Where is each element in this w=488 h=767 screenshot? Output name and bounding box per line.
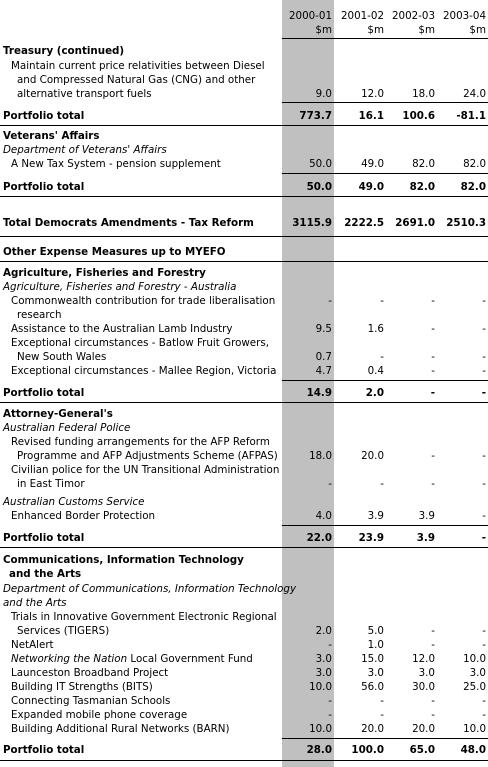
- total-label: Portfolio total: [3, 181, 85, 193]
- value-cell: 18.0: [412, 88, 435, 100]
- value-cell: -: [431, 709, 435, 721]
- value-cell: -: [431, 351, 435, 363]
- year-header: 2000-01: [288, 10, 332, 22]
- section-heading: [0, 245, 488, 259]
- value-cell: 9.0: [315, 88, 332, 100]
- unit-header: $m: [418, 24, 435, 36]
- value-cell: 56.0: [361, 681, 384, 693]
- value-cell: 49.0: [361, 158, 384, 170]
- section-divider: [0, 261, 488, 262]
- total-cell: 3115.9: [292, 217, 332, 229]
- value-cell: 12.0: [412, 653, 435, 665]
- total-cell: 14.9: [306, 387, 332, 399]
- total-cell: 22.0: [306, 532, 332, 544]
- section-divider: [0, 760, 488, 761]
- value-cell: 15.0: [361, 653, 384, 665]
- total-label: Portfolio total: [3, 387, 85, 399]
- line-item: [0, 680, 488, 694]
- total-cell: 2510.3: [446, 217, 486, 229]
- line-item: [0, 322, 488, 336]
- section-heading: [0, 407, 488, 421]
- value-cell: -: [431, 639, 435, 651]
- value-cell: -: [328, 709, 332, 721]
- section-heading: [0, 266, 488, 280]
- item-label: research: [17, 309, 62, 321]
- total-cell: -: [481, 387, 486, 399]
- total-cell: 82.0: [409, 181, 435, 193]
- portfolio-total-row: [0, 180, 488, 194]
- value-cell: -: [482, 625, 486, 637]
- value-cell: -: [482, 695, 486, 707]
- value-cell: 18.0: [309, 450, 332, 462]
- item-label: Commonwealth contribution for trade liberalisation: [11, 295, 276, 307]
- section-heading: [0, 567, 488, 581]
- total-cell: 100.0: [351, 744, 384, 756]
- item-label: alternative transport fuels: [17, 88, 152, 100]
- total-cell: 2222.5: [344, 217, 384, 229]
- total-cell: 16.1: [358, 110, 384, 122]
- value-cell: 10.0: [463, 723, 486, 735]
- total-cell: 49.0: [358, 181, 384, 193]
- item-label: Building IT Strengths (BITS): [11, 681, 153, 693]
- item-label: Launceston Broadband Project: [11, 667, 169, 679]
- item-label: Connecting Tasmanian Schools: [11, 695, 171, 707]
- line-item: [0, 610, 488, 624]
- item-label: Expanded mobile phone coverage: [11, 709, 188, 721]
- value-cell: -: [482, 351, 486, 363]
- item-label: in East Timor: [17, 478, 85, 490]
- total-label: Portfolio total: [3, 532, 85, 544]
- total-cell: 2.0: [365, 387, 384, 399]
- year-header: 2002-03: [391, 10, 435, 22]
- section-divider: [0, 196, 488, 197]
- value-cell: 3.0: [367, 667, 384, 679]
- line-item: [0, 308, 488, 322]
- value-cell: 10.0: [309, 681, 332, 693]
- value-cell: -: [482, 295, 486, 307]
- line-item: [0, 624, 488, 638]
- section-title: and the Arts: [9, 568, 82, 580]
- value-cell: 20.0: [361, 723, 384, 735]
- value-cell: 20.0: [361, 450, 384, 462]
- department-heading: [0, 582, 488, 596]
- item-label: [11, 652, 253, 666]
- year-header: 2003-04: [442, 10, 486, 22]
- section-divider: [0, 547, 488, 548]
- line-item: [0, 336, 488, 350]
- item-label: Civilian police for the UN Transitional Administration: [11, 464, 280, 476]
- total-label: Portfolio total: [3, 110, 85, 122]
- subtotal-rule: [282, 173, 488, 174]
- value-cell: 3.9: [418, 510, 435, 522]
- portfolio-total-row: [0, 743, 488, 757]
- line-item: [0, 73, 488, 87]
- value-cell: -: [328, 695, 332, 707]
- department-title: Agriculture, Fisheries and Forestry - Australia: [3, 281, 237, 293]
- department-title: Australian Customs Service: [3, 496, 145, 508]
- line-item: [0, 350, 488, 364]
- value-cell: 24.0: [463, 88, 486, 100]
- value-cell: -: [328, 639, 332, 651]
- item-label: Revised funding arrangements for the AFP Reform: [11, 436, 270, 448]
- value-cell: -: [431, 450, 435, 462]
- portfolio-total-row: [0, 386, 488, 400]
- total-cell: 2691.0: [395, 217, 435, 229]
- unit-header: $m: [315, 24, 332, 36]
- line-item: [0, 722, 488, 736]
- value-cell: 3.0: [315, 667, 332, 679]
- header-unit-row: [0, 23, 488, 37]
- line-item: [0, 509, 488, 523]
- value-cell: 3.9: [367, 510, 384, 522]
- subtotal-rule: [282, 525, 488, 526]
- value-cell: 25.0: [463, 681, 486, 693]
- value-cell: 0.4: [367, 365, 384, 377]
- value-cell: -: [482, 709, 486, 721]
- department-title: Department of Communications, Information Technology: [3, 583, 297, 595]
- portfolio-total-row: [0, 109, 488, 123]
- header-years-row: [0, 9, 488, 23]
- total-cell: 48.0: [460, 744, 486, 756]
- item-label-rest: Local Government Fund: [127, 653, 253, 665]
- value-cell: -: [380, 695, 384, 707]
- value-cell: -: [328, 295, 332, 307]
- total-cell: 100.6: [402, 110, 435, 122]
- item-label: Enhanced Border Protection: [11, 510, 156, 522]
- value-cell: -: [380, 709, 384, 721]
- value-cell: 20.0: [412, 723, 435, 735]
- section-title: Attorney-General's: [3, 408, 113, 420]
- line-item: [0, 463, 488, 477]
- item-label-italic: Networking the Nation: [11, 653, 128, 665]
- value-cell: -: [482, 510, 486, 522]
- item-label: A New Tax System - pension supplement: [11, 158, 221, 170]
- section-title: Other Expense Measures up to MYEFO: [3, 246, 226, 258]
- grand-total-row: [0, 216, 488, 230]
- unit-header: $m: [367, 24, 384, 36]
- line-item: [0, 666, 488, 680]
- unit-header: $m: [469, 24, 486, 36]
- value-cell: 10.0: [463, 653, 486, 665]
- value-cell: -: [380, 295, 384, 307]
- header-rule: [282, 38, 488, 39]
- department-heading: [0, 421, 488, 435]
- total-cell: 3.9: [416, 532, 435, 544]
- value-cell: -: [482, 323, 486, 335]
- value-cell: -: [380, 478, 384, 490]
- item-label: Building Additional Rural Networks (BARN): [11, 723, 230, 735]
- department-title: Department of Veterans' Affairs: [3, 144, 167, 156]
- value-cell: 4.7: [315, 365, 332, 377]
- value-cell: 10.0: [309, 723, 332, 735]
- total-cell: 82.0: [460, 181, 486, 193]
- value-cell: 1.0: [367, 639, 384, 651]
- line-item: [0, 638, 488, 652]
- value-cell: 0.7: [315, 351, 332, 363]
- department-title: and the Arts: [3, 597, 67, 609]
- section-heading: [0, 553, 488, 567]
- line-item: [0, 364, 488, 378]
- value-cell: 82.0: [463, 158, 486, 170]
- line-item: [0, 87, 488, 101]
- value-cell: -: [431, 295, 435, 307]
- line-item: [0, 157, 488, 171]
- total-cell: 773.7: [299, 110, 332, 122]
- department-heading: [0, 143, 488, 157]
- total-cell: -: [481, 532, 486, 544]
- value-cell: 50.0: [309, 158, 332, 170]
- line-item: [0, 449, 488, 463]
- value-cell: -: [431, 625, 435, 637]
- value-cell: 5.0: [367, 625, 384, 637]
- department-heading: [0, 280, 488, 294]
- value-cell: -: [431, 478, 435, 490]
- year-header: 2001-02: [340, 10, 384, 22]
- subtotal-rule: [282, 102, 488, 103]
- total-cell: 65.0: [409, 744, 435, 756]
- value-cell: 9.5: [315, 323, 332, 335]
- line-item: [0, 294, 488, 308]
- item-label: Exceptional circumstances - Batlow Fruit Growers,: [11, 337, 270, 349]
- section-divider: [0, 125, 488, 126]
- item-label: Assistance to the Australian Lamb Industry: [11, 323, 233, 335]
- value-cell: 12.0: [361, 88, 384, 100]
- value-cell: 82.0: [412, 158, 435, 170]
- section-title: Communications, Information Technology: [3, 554, 244, 566]
- value-cell: -: [482, 365, 486, 377]
- value-cell: 2.0: [315, 625, 332, 637]
- value-cell: -: [482, 478, 486, 490]
- value-cell: -: [482, 450, 486, 462]
- value-cell: -: [482, 639, 486, 651]
- value-cell: -: [431, 323, 435, 335]
- value-cell: 3.0: [315, 653, 332, 665]
- value-cell: -: [380, 351, 384, 363]
- value-cell: 3.0: [469, 667, 486, 679]
- line-item: [0, 59, 488, 73]
- item-label: NetAlert: [11, 639, 54, 651]
- item-label: Maintain current price relativities between Diesel: [11, 60, 265, 72]
- value-cell: 1.6: [367, 323, 384, 335]
- subtotal-rule: [282, 738, 488, 739]
- total-cell: 23.9: [358, 532, 384, 544]
- value-cell: 30.0: [412, 681, 435, 693]
- item-label: Services (TIGERS): [17, 625, 110, 637]
- department-heading: [0, 495, 488, 509]
- item-label: Exceptional circumstances - Mallee Region, Victoria: [11, 365, 277, 377]
- value-cell: 4.0: [315, 510, 332, 522]
- subtotal-rule: [282, 380, 488, 381]
- section-title: Treasury (continued): [3, 45, 125, 57]
- total-label: Total Democrats Amendments - Tax Reform: [3, 217, 254, 229]
- total-cell: -81.1: [456, 110, 486, 122]
- section-title: Agriculture, Fisheries and Forestry: [3, 267, 206, 279]
- line-item: [0, 477, 488, 491]
- value-cell: 3.0: [418, 667, 435, 679]
- section-divider: [0, 236, 488, 237]
- item-label: and Compressed Natural Gas (CNG) and other: [17, 74, 256, 86]
- item-label: New South Wales: [17, 351, 107, 363]
- section-title: Veterans' Affairs: [3, 130, 100, 142]
- department-title: Australian Federal Police: [3, 422, 131, 434]
- total-cell: 50.0: [306, 181, 332, 193]
- line-item: [0, 652, 488, 666]
- portfolio-total-row: [0, 531, 488, 545]
- total-cell: -: [430, 387, 435, 399]
- section-heading: [0, 44, 488, 58]
- total-cell: 28.0: [306, 744, 332, 756]
- total-label: Portfolio total: [3, 744, 85, 756]
- section-heading: [0, 129, 488, 143]
- line-item: [0, 694, 488, 708]
- item-label: Trials in Innovative Government Electronic Regional: [11, 611, 277, 623]
- line-item: [0, 435, 488, 449]
- section-divider: [0, 402, 488, 403]
- item-label: Programme and AFP Adjustments Scheme (AFPAS): [17, 450, 278, 462]
- department-heading: [0, 596, 488, 610]
- value-cell: -: [431, 365, 435, 377]
- line-item: [0, 708, 488, 722]
- value-cell: -: [431, 695, 435, 707]
- value-cell: -: [328, 478, 332, 490]
